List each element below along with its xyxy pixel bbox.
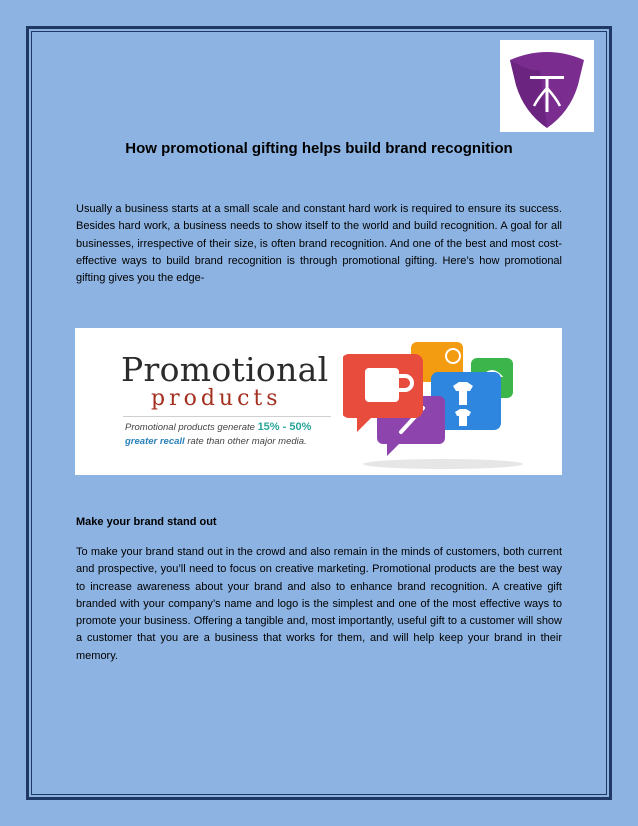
page-title: How promotional gifting helps build brand recognition — [125, 140, 513, 157]
intro-paragraph: Usually a business starts at a small scale and constant hard work is required to ensure its success. Besides hard work, a business needs to show itself to the world and build recognition. A goal for all businesses, irrespective of their size, is often brand recognition. And one of the best and most cost-effective ways to build brand recognition is through promotional gifting. Here’s how promotional gifting gives you the edge- — [76, 203, 562, 285]
banner-title: Promotional — [121, 350, 329, 389]
mug-icon — [365, 368, 399, 402]
banner-divider — [123, 416, 331, 417]
logo-emblem-icon — [500, 40, 594, 132]
company-logo — [500, 40, 594, 132]
banner-note-suffix: rate than other major media. — [187, 436, 307, 447]
banner-note-highlight: 15% - 50% — [257, 421, 312, 433]
banner-note-prefix: Promotional products generate — [125, 422, 255, 433]
section-paragraph: To make your brand stand out in the crowd and also remain in the minds of customers, both current and prospective, you’ll need to focus on creative marketing. Promotional products are the best way to increase awareness about your brand and also to enhance brand recognition. A creative gift branded with your company’s name and logo is the simplest and one of the most effective ways to promote your business. Offering a tangible and, most importantly, useful gift to a customer will show a customer that you are a business that works for them, and will help keep your brand in their memory. — [76, 546, 562, 662]
section-heading: Make your brand stand out — [76, 516, 217, 528]
banner-note — [125, 420, 365, 449]
promo-banner-image — [75, 328, 562, 475]
banner-subtitle: products — [151, 386, 282, 411]
banner-note-blue: greater recall — [125, 436, 185, 447]
chat-bubbles-icon — [343, 336, 553, 471]
